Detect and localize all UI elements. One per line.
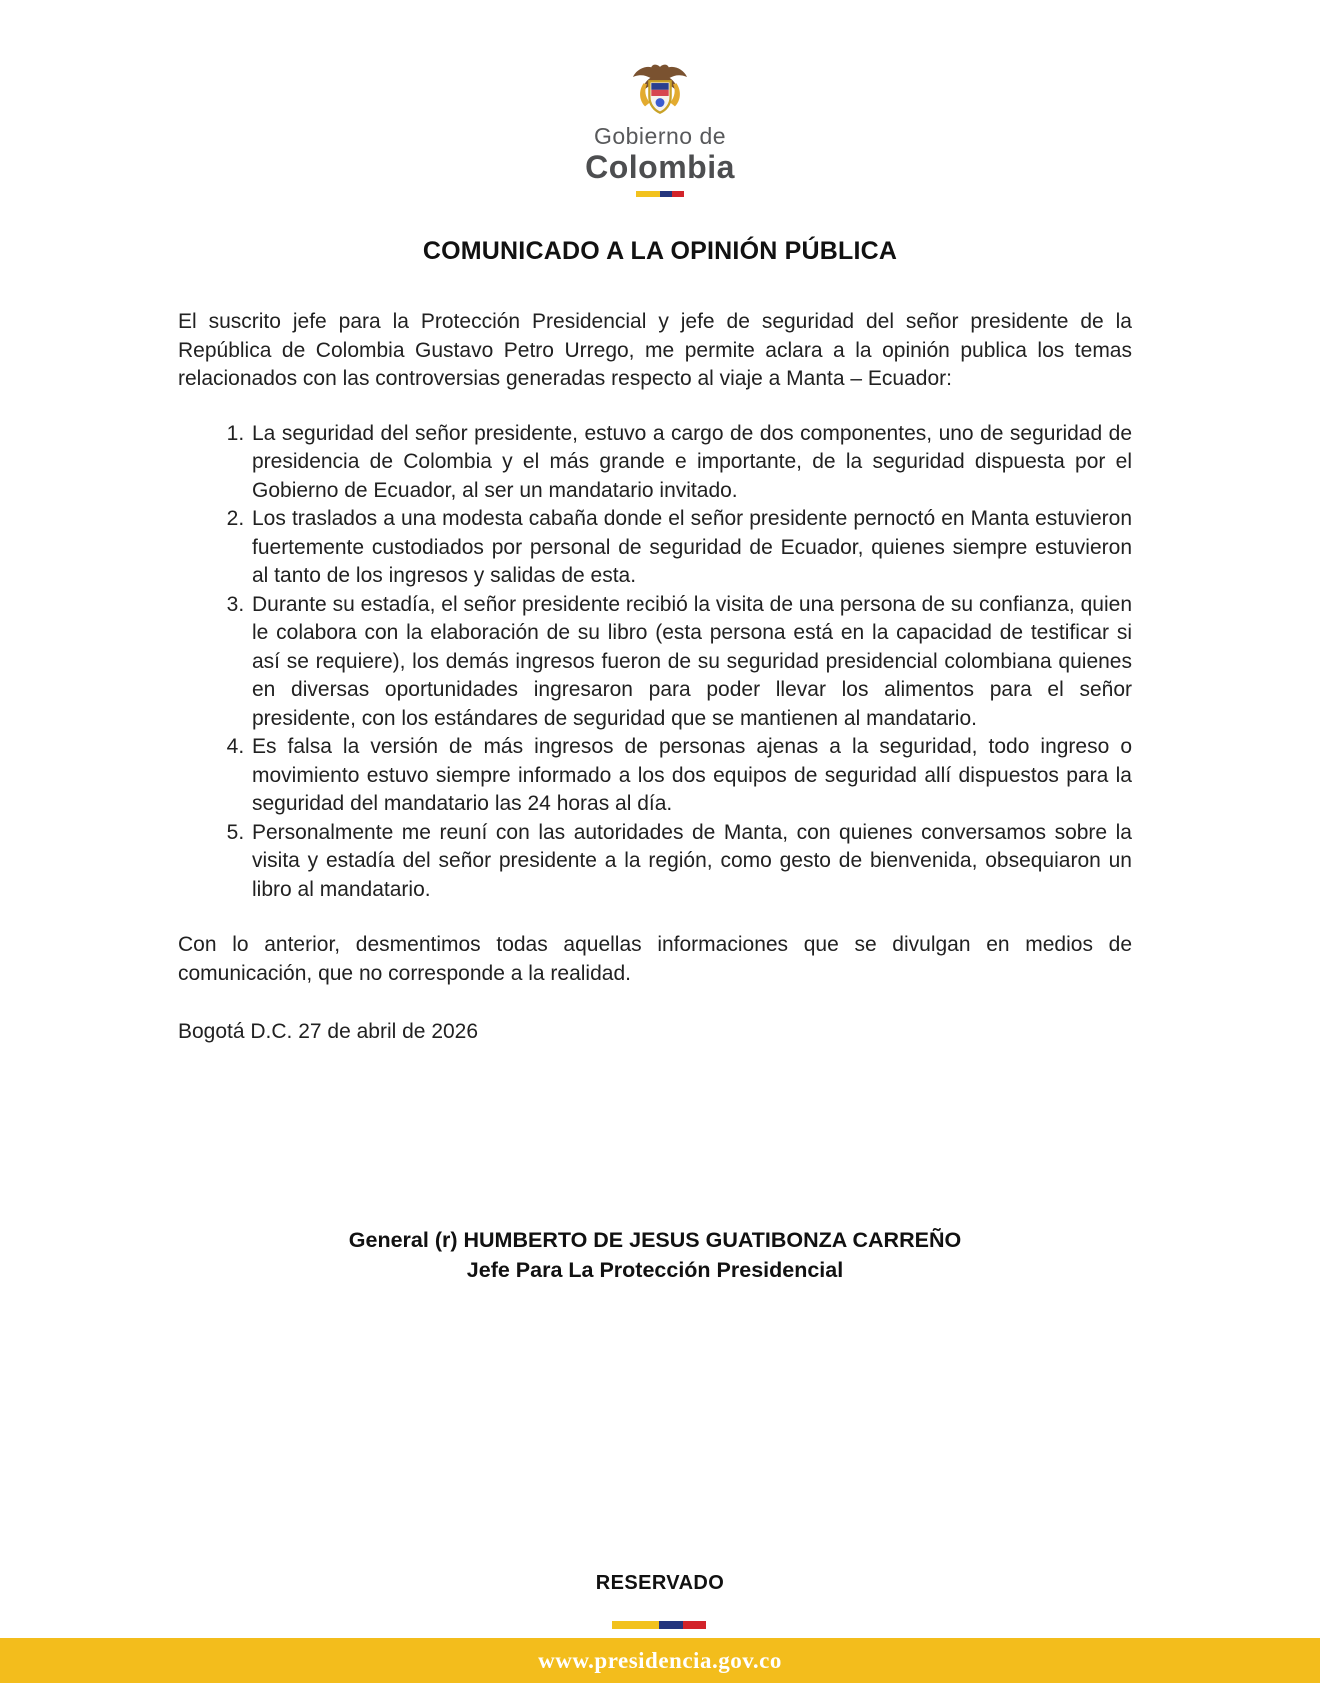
- numbered-list: [178, 420, 1132, 905]
- flag-yellow-band: [612, 1621, 659, 1629]
- logo-text-line2: Colombia: [585, 149, 735, 185]
- footer-url: www.presidencia.gov.co: [538, 1647, 782, 1673]
- list-item: 4. Es falsa la versión de más ingresos de personas ajenas a la seguridad, todo ingreso o movimiento estuvo siempre informado a los dos equipos de seguridad allí dispuestos para la seguridad del mandatario las 24 horas al día.: [250, 733, 1132, 819]
- classification-label: RESERVADO: [595, 1572, 725, 1594]
- dateline: Bogotá D.C. 27 de abril de 2026: [178, 1020, 479, 1043]
- footer-banner: [0, 1638, 1320, 1683]
- signature-block: [178, 1225, 1132, 1285]
- flag-blue-band: [660, 191, 672, 197]
- logo-text-line1: Gobierno de: [593, 123, 727, 149]
- flag-yellow-band: [636, 191, 660, 197]
- flag-blue-band: [659, 1621, 683, 1629]
- list-item: 2. Los traslados a una modesta cabaña donde el señor presidente pernoctó en Manta estuvieron fuertemente custodiados por personal de seguridad de Ecuador, quienes siempre estuvieron al tanto de los ingresos y salidas de esta.: [250, 505, 1132, 591]
- closing-paragraph: Con lo anterior, desmentimos todas aquellas informaciones que se divulgan en medios de comunicación, que no corresponde a la realidad.: [178, 933, 1132, 985]
- signature-title: Jefe Para La Protección Presidencial: [466, 1257, 844, 1282]
- flag-red-band: [672, 191, 684, 197]
- intro-paragraph: El suscrito jefe para la Protección Presidencial y jefe de seguridad del señor presidente de la República de Colombia Gustavo Petro Urrego, me permite aclara a la opinión publica los temas relacionados con las controversias generadas respecto al viaje a Manta – Ecuador:: [178, 310, 1132, 390]
- list-item: 5. Personalmente me reuní con las autoridades de Manta, con quienes conversamos sobre la visita y estadía del señor presidente a la región, como gesto de bienvenida, obsequiaron un libro al mandatario.: [250, 819, 1132, 905]
- signature-name: General (r) HUMBERTO DE JESUS GUATIBONZA CARREÑO: [348, 1227, 962, 1252]
- list-item: 1. La seguridad del señor presidente, estuvo a cargo de dos componentes, uno de seguridad de presidencia de Colombia y el más grande e importante, de la seguridad dispuesta por el Gobierno de Ecuador, al ser un mandatario invitado.: [250, 420, 1132, 506]
- page-title: COMUNICADO A LA OPINIÓN PÚBLICA: [422, 237, 898, 265]
- government-logo: [0, 0, 1320, 197]
- list-item: 3. Durante su estadía, el señor presidente recibió la visita de una persona de su confianza, quien le colabora con la elaboración de su libro (esta persona está en la capacidad de testificar si así se requiere), los demás ingresos fueron de su seguridad presidencial colombiana quienes en diversas oportunidades ingresaron para poder llevar los alimentos para el señor presidente, con los estándares de seguridad que se mantienen al mandatario.: [250, 591, 1132, 734]
- colombia-flag-strip-icon: [612, 1621, 706, 1629]
- colombia-coat-of-arms-icon: [631, 62, 689, 118]
- document-body: [0, 308, 1320, 1285]
- flag-red-band: [683, 1621, 707, 1629]
- colombia-flag-strip-icon: [636, 191, 684, 197]
